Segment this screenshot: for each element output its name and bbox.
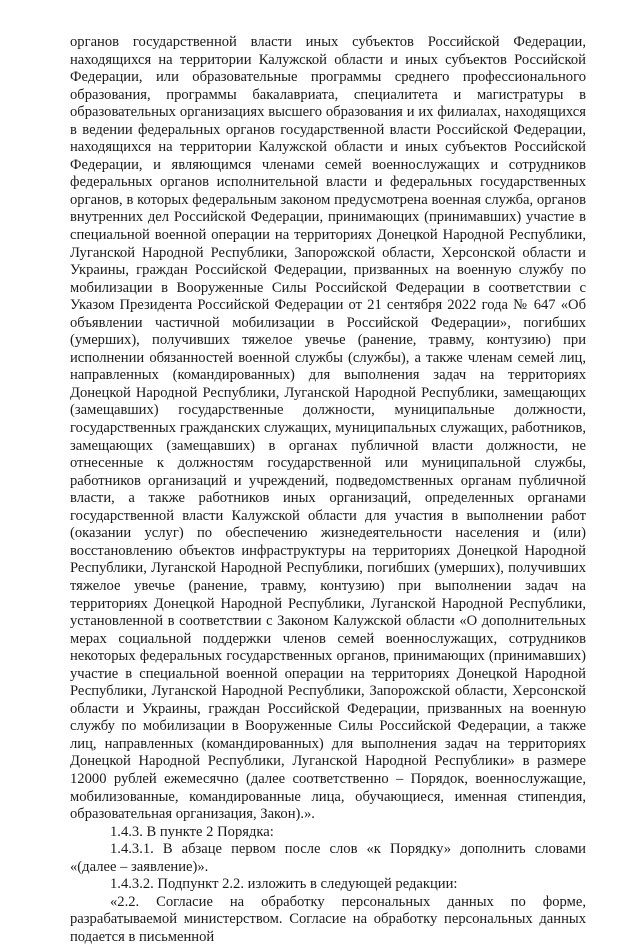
item-1-4-3: 1.4.3. В пункте 2 Порядка: [110,823,274,840]
item-1-4-3-2: 1.4.3.2. Подпункт 2.2. изложить в следующей редакции: [110,876,458,893]
item-2-2: «2.2. Согласие на обработку персональных данных по форме, разрабатываемой министерством. Согласие на обработку персональных данных подается в письменной [70,893,586,945]
document-body [70,34,586,946]
item-1-4-3-1: 1.4.3.1. В абзаце первом после слов «к Порядку» дополнить словами «(далее – заявление)». [70,841,586,875]
main-paragraph: органов государственной власти иных субъектов Российской Федерации, находящихся на территории Калужской области и иных субъектов Российской Федерации, или образовательные программы среднего профессионального образования, программы бакалавриата, специалитета и магистратуры в образовательных организациях высшего образования и их филиалах, находящихся в ведении федеральных органов государственной власти Российской Федерации, находящихся на территории Калужской области и иных субъектов Российской Федерации, и являющимся членами семей военнослужащих и сотрудников федеральных органов исполнительной власти и федеральных государственных органов, в которых федеральным законом предусмотрена военная служба, органов внутренних дел Российской Федерации, принимающих (принимавших) участие в специальной военной операции на территориях Донецкой Народной Республики, Луганской Народной Республики, Запорожской области, Херсонской области и Украины, граждан Российской Федерации, призванных на военную службу по мобилизации в Вооруженные Силы Российской Федерации в соответствии с Указом Президента Российской Федерации от 21 сентября 2022 года № 647 «Об объявлении частичной мобилизации в Российской Федерации», погибших (умерших), получивших тяжелое увечье (ранение, травму, контузию) при исполнении обязанностей военной службы (службы), а также членам семей лиц, направленных (командированных) для выполнения задач на территориях Донецкой Народной Республики, Луганской Народной Республики, замещающих (замещавших) государственные должности, муниципальные должности, государственных гражданских служащих, муниципальных служащих, работников, замещающих (замещавших) в органах публичной власти должности, не отнесенные к должностям государственной или муниципальной службы, работников организаций и учреждений, подведомственных органам публичной власти, а также работников иных организаций, определенных органами государственной власти Калужской области для участия в выполнении работ (оказании услуг) по обеспечению жизнедеятельности населения и (или) восстановлению объектов инфраструктуры на территориях Донецкой Народной Республики, Луганской Народной Республики, погибших (умерших), получивших тяжелое увечье (ранение, травму, контузию) при выполнении задач на территориях Донецкой Народной Республики, Луганской Народной Республики, установленной в соответствии с Законом Калужской области «О дополнительных мерах социальной поддержки членов семей военнослужащих, сотрудников некоторых федеральных государственных органов, принимающих (принимавших) участие в специальной военной операции на территориях Донецкой Народной Республики, Луганской Народной Республики, Запорожской области, Херсонской области и Украины, граждан Российской Федерации, призванных на военную службу по мобилизации в Вооруженные Силы Российской Федерации, а также лиц, направленных (командированных) для выполнения задач на территориях Донецкой Народной Республики, Луганской Народной Республики» в размере 12000 рублей ежемесячно (далее соответственно – Порядок, военнослужащие, мобилизованные, командированные лица, обучающиеся, именная стипендия, образовательная организация, Закон).». [70,34,586,823]
